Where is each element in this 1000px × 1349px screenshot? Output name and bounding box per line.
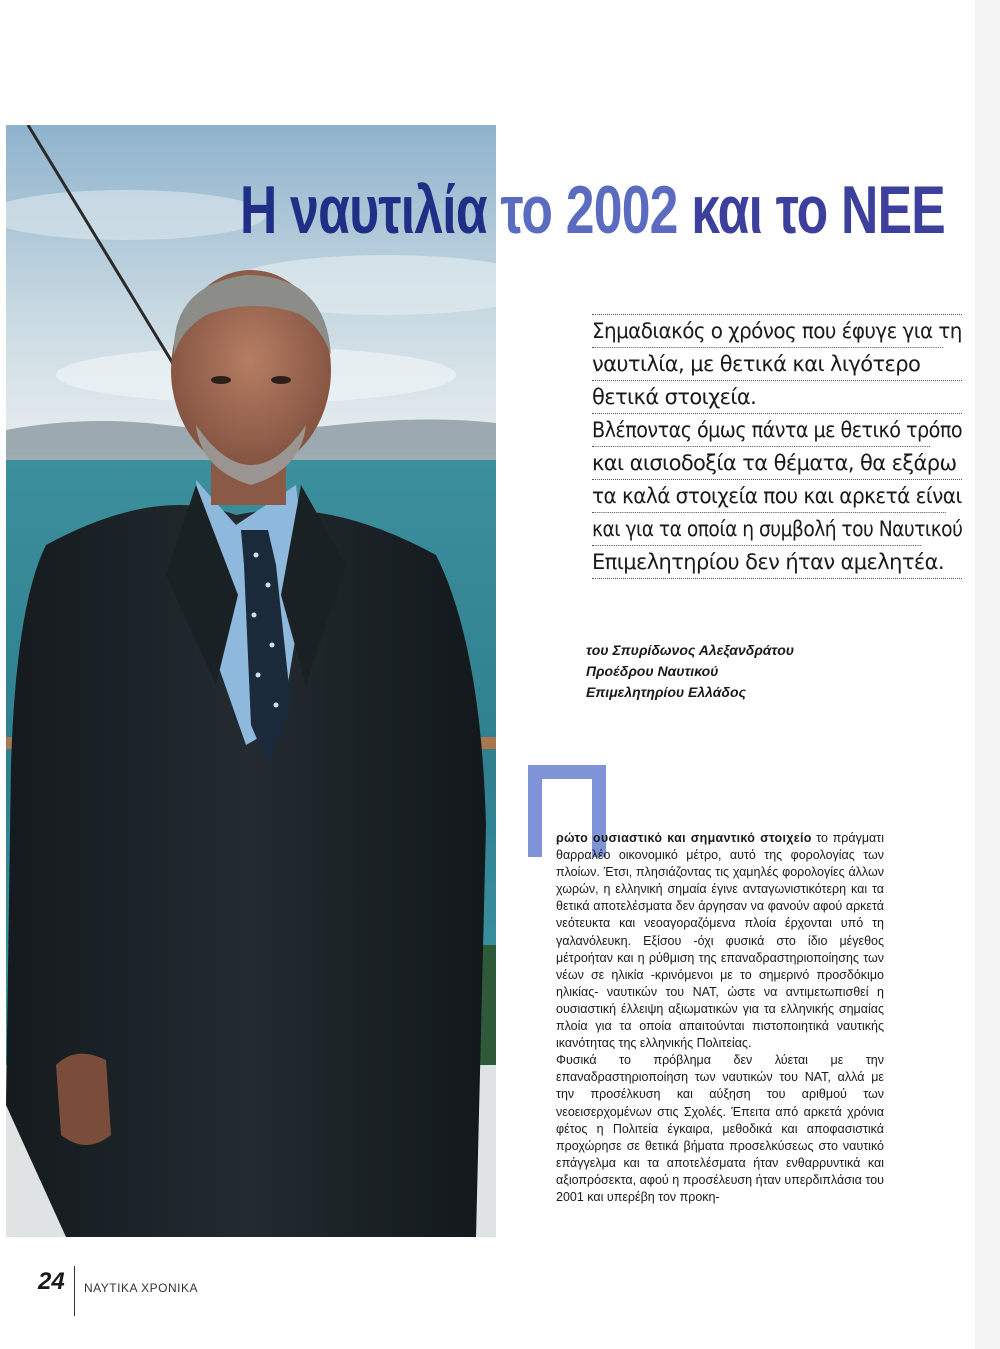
article-title [240, 172, 945, 248]
intro-line: θετικά στοιχεία. [592, 381, 962, 414]
intro-line: Επιμελητηρίου δεν ήταν αμελητέα. [592, 546, 962, 579]
magazine-name: ΝΑΥΤΙΚΑ ΧΡΟΝΙΚΑ [84, 1281, 198, 1295]
portrait-photo [6, 125, 496, 1237]
footer-divider [74, 1266, 75, 1316]
article-lead: ρώτο ουσιαστικό και σημαντικό στοιχείο [556, 831, 812, 845]
intro-line: και για τα οποία η συμβολή του Ναυτικού [592, 513, 921, 546]
byline-organization: Επιμελητηρίου Ελλάδος [586, 684, 746, 700]
intro-line: ναυτιλία, με θετικά και λιγότερο [592, 348, 962, 381]
article-body [556, 830, 884, 1206]
byline-role: Προέδρου Ναυτικού [586, 663, 719, 679]
title-part-1: Η ναυτιλία [240, 172, 487, 248]
page-number: 24 [38, 1268, 65, 1295]
author-byline [586, 640, 794, 703]
intro-line: τα καλά στοιχεία που και αρκετά είναι [592, 480, 946, 513]
title-part-3: και το ΝΕΕ [677, 172, 945, 248]
intro-line: Σημαδιακός ο χρόνος που έφυγε για τη [592, 315, 943, 348]
byline-author: του Σπυρίδωνος Αλεξανδράτου [586, 642, 795, 658]
intro-line: Βλέποντας όμως πάντα με θετικό τρόπο [592, 414, 930, 447]
intro-line: και αισιοδοξία τα θέματα, θα εξάρω [592, 447, 962, 480]
article-paragraph-2: Φυσικά το πρόβλημα δεν λύεται με την επαναδραστηριοποίηση των ναυτικών του ΝΑΤ, αλλά με την προσέλκυση και αύξηση του αριθμού των νεοεισερχομένων στις Σχολές. Έπειτα από αρκετά χρόνια φέτος η Πολιτεία έγκαιρα, μεθοδικά και αποφασιστικά προχώρησε σε θετικά βήματα προσελκύσεως στο ναυτικό επάγγελμα και τα αποτελέσματα ήταν ενθαρρυντικά και αξιοπρόσεκτα, αφού η προσέλευση ήταν υπερδιπλάσια του 2001 και υπερέβη τον προκη- [556, 1053, 884, 1204]
intro-paragraph [592, 314, 962, 579]
page-edge [975, 0, 1000, 1349]
title-part-2: το 2002 [486, 172, 678, 248]
article-paragraph-1 [556, 830, 884, 1052]
article-paragraph-1-text: το πράγματι θαρραλέο οικονομικό μέτρο, αυτό της φορολογίας των πλοίων. Έτσι, πλησιάζοντας τις χαμηλές φορολογίες άλλων χωρών, η ελληνική σημαία έγινε ανταγωνιστικότερη και τα θετικά αποτελέσματα δεν άργησαν να φανούν αφού αρκετά νεότευκτα και νεοαγοραζόμενα πλοία έρχονται υπό τη γαλανόλευκη. Εξίσου -όχι φυσικά στο ίδιο μέγεθος μέτροήταν και η ρύθμιση της επαναδραστηριοποίησης των νέων σε ηλικία -κρινόμενοι με το σημερινό προσδόκιμο ηλικίας- ναυτικών του ΝΑΤ, ώστε να αντιμετωπισθεί η ουσιαστική έλλειψη αξιωματικών για τα ελληνικής σημαίας πλοία για τα οποία απαιτούνται πιστοποιητικά ναυτικής ικανότητας της ελληνικής Πολιτείας. [556, 831, 884, 1051]
